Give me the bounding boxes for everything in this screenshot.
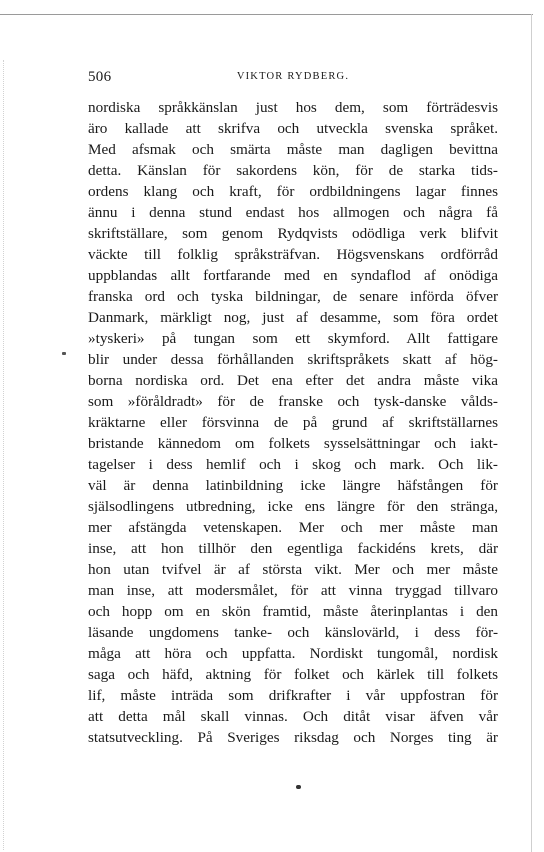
ink-dot <box>296 785 301 789</box>
text-line: själsodlingens utbredning, icke ens längre för den stränga, <box>88 498 498 515</box>
text-line: och hopp om en skön framtid, måste återinplantas i den <box>88 603 498 620</box>
text-line: väl är denna latinbildning icke längre häfstången för <box>88 477 498 494</box>
text-line: inse, att hon tillhör den egentliga fackidéns krets, där <box>88 540 498 557</box>
text-line: uppblandas allt fortfarande med en syndaflod af onödiga <box>88 267 498 284</box>
text-line: måga att höra och uppfatta. Nordiskt tungomål, nordisk <box>88 645 498 662</box>
text-line: ordens klang och kraft, för ordbildningens lagar finnes <box>88 183 498 200</box>
running-head: VIKTOR RYDBERG. <box>236 71 350 82</box>
text-line: tagelser i dess hemlif och i skog och mark. Och lik- <box>88 456 498 473</box>
page-number: 506 <box>88 69 112 85</box>
text-line: lif, måste inträda som drifkrafter i vår uppfostran för <box>88 687 498 704</box>
text-line: som »föråldradt» för de franske och tysk-danske vålds- <box>88 393 498 410</box>
text-line: franska ord och tyska bildningar, de senare införda öfver <box>88 288 498 305</box>
text-line: »tyskeri» på tungan som ett skymford. Allt fattigare <box>88 330 498 347</box>
text-line: Danmark, märkligt nog, just af desamme, som föra ordet <box>88 309 498 326</box>
page-top-rule <box>0 14 533 15</box>
text-line: mer afstängda vetenskapen. Mer och mer måste man <box>88 519 498 536</box>
margin-mark <box>62 352 66 355</box>
text-line: bristande kännedom om folkets sysselsättningar och iakt- <box>88 435 498 452</box>
text-line: borna nordiska ord. Det ena efter det andra måste vika <box>88 372 498 389</box>
text-line: blir under dessa förhållanden skriftspråkets skatt af hög- <box>88 351 498 368</box>
text-line: att detta mål skall vinnas. Och ditåt visar äfven vår <box>88 708 498 725</box>
page-right-edge <box>531 14 532 852</box>
text-line: väckte till folklig språksträfvan. Högsvenskans ordförråd <box>88 246 498 263</box>
page-header <box>88 69 498 89</box>
text-line: man inse, att modersmålet, för att vinna tryggad tillvaro <box>88 582 498 599</box>
text-line: hon utan tvifvel är af största vikt. Mer och mer måste <box>88 561 498 578</box>
text-line: ännu i denna stund endast hos allmogen och några få <box>88 204 498 221</box>
text-line: kräktarne eller försvinna de på grund af skriftställarnes <box>88 414 498 431</box>
text-line: läsande ungdomens tanke- och känslovärld, i dess för- <box>88 624 498 641</box>
text-line: saga och häfd, aktning för folket och kärlek till folkets <box>88 666 498 683</box>
page-left-edge <box>3 60 4 850</box>
text-line: statsutveckling. På Sveriges riksdag och Norges ting är <box>88 729 498 746</box>
text-line: skriftställare, som genom Rydqvists odödliga verk blifvit <box>88 225 498 242</box>
text-line: äro kallade att skrifva och utveckla svenska språket. <box>88 120 498 137</box>
text-line: Med afsmak och smärta måste man dagligen bevittna <box>88 141 498 158</box>
text-line: nordiska språkkänslan just hos dem, som förträdesvis <box>88 99 498 116</box>
text-line: detta. Känslan för sakordens kön, för de starka tids- <box>88 162 498 179</box>
body-text <box>88 97 498 748</box>
